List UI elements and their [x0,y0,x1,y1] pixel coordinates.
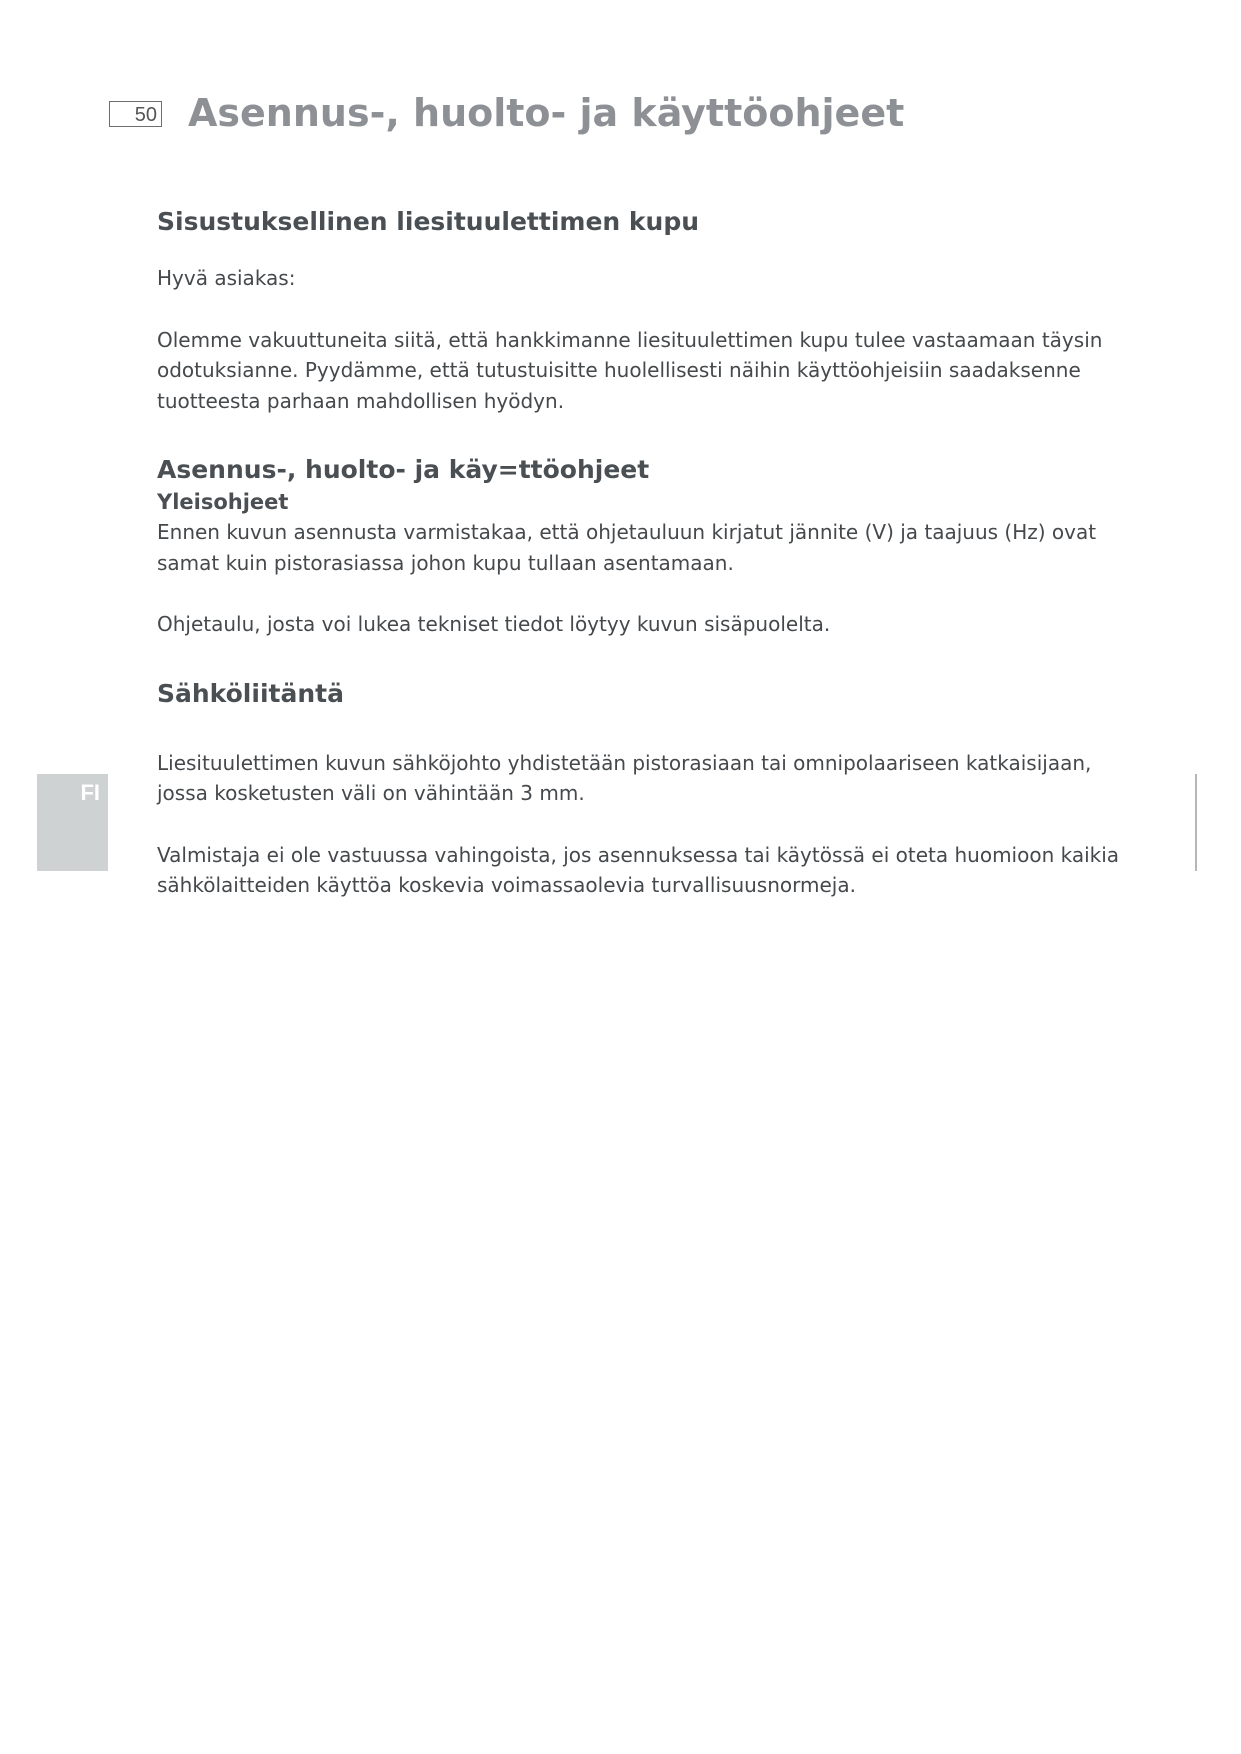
liability-paragraph: Valmistaja ei ole vastuussa vahingoista, jos asennuksessa tai käytössä ei oteta huomioon kaikia sähkölaitteiden käyttöa koskevia voimassaolevia turvallisuusnormeja. [157,842,1120,897]
document-body [157,205,1137,901]
intro-paragraph: Olemme vakuuttuneita siitä, että hankkimanne liesituulettimen kupu tulee vastaamaan täysin odotuksianne. Pyydämme, että tutustuisitte huolellisesti näihin käyttöohjeisiin saadaksenne tuotteesta parhaan mahdollisen hyödyn. [157,327,1103,413]
margin-rule [1195,774,1197,871]
intro-heading: Sisustuksellinen liesituulettimen kupu [157,207,700,236]
language-tab [37,774,108,871]
electrical-connection-paragraph: Liesituulettimen kuvun sähköjohto yhdistetään pistorasiaan tai omnipolaariseen katkaisijaan, jossa kosketusten väli on vähintään 3 mm. [157,750,1092,805]
page-title: Asennus-, huolto- ja käyttöohjeet [188,91,905,135]
general-instructions-subheading: Yleisohjeet [157,490,289,514]
rating-plate-paragraph: Ohjetaulu, josta voi lukea tekniset tiedot löytyy kuvun sisäpuolelta. [157,612,831,636]
voltage-paragraph: Ennen kuvun asennusta varmistakaa, että ohjetauluun kirjatut jännite (V) ja taajuus (Hz) ovat samat kuin pistorasiassa johon kupu tullaan asentamaan. [157,520,1097,575]
instructions-heading: Asennus-, huolto- ja käy=ttöohjeet [157,455,650,484]
page-number: 50 [109,101,162,127]
language-tab-label: FI [80,780,100,805]
greeting-text: Hyvä asiakas: [157,266,296,290]
electrical-heading: Sähköliitäntä [157,678,344,708]
